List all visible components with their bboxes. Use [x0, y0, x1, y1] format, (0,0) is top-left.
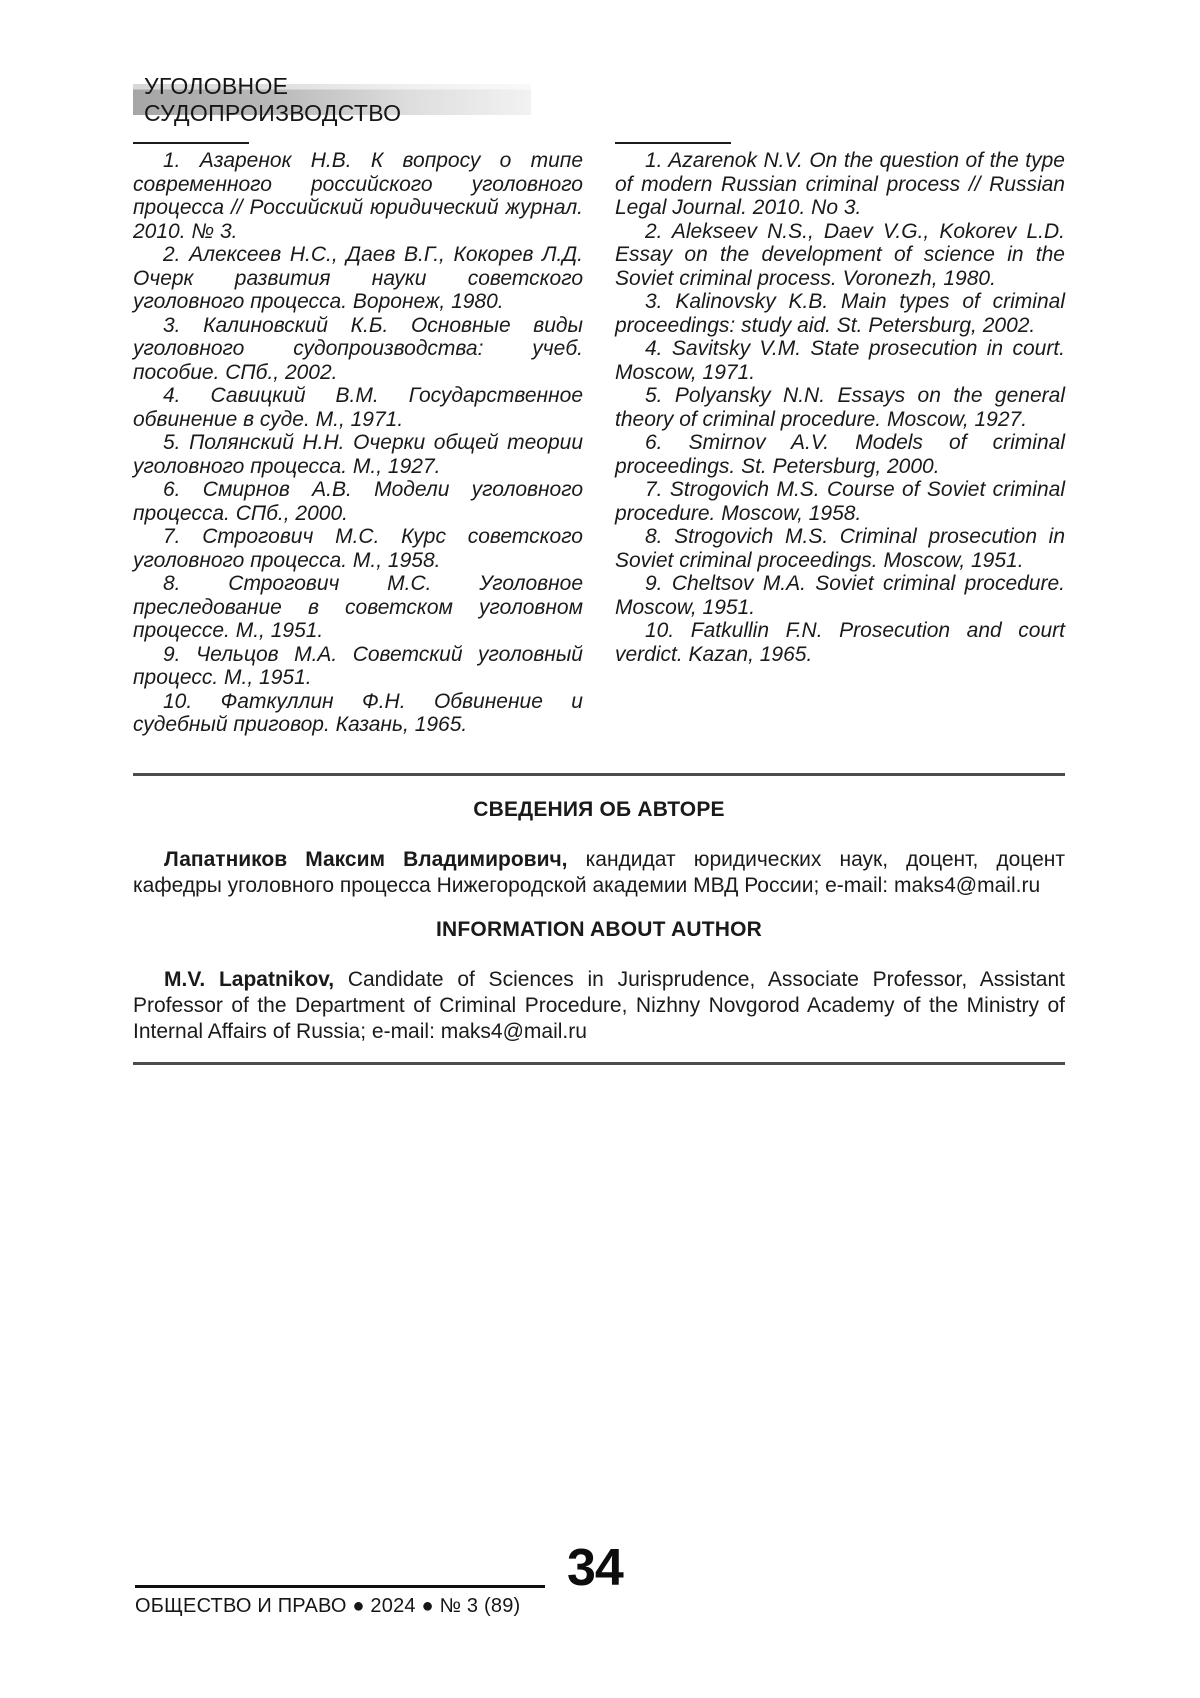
reference-item-ru: 8. Строгович М.С. Уголовное преследование в советском уголовном процессе. М., 1951. [133, 572, 583, 642]
author-info-paragraph-en [133, 967, 1065, 1045]
reference-item-ru: 1. Азаренок Н.В. К вопросу о типе современного российского уголовного процесса // Российский юридический журнал. 2010. № 3. [133, 149, 583, 243]
footnote-separator-rule [615, 142, 731, 144]
author-info-heading-en: INFORMATION ABOUT AUTHOR [436, 917, 762, 941]
section-header-box [133, 72, 531, 126]
reference-item-ru: 9. Чельцов М.А. Советский уголовный процесс. М., 1951. [133, 642, 583, 689]
reference-item-ru: 4. Савицкий В.М. Государственное обвинение в суде. М., 1971. [133, 384, 583, 431]
references-column-en [615, 142, 1065, 737]
reference-item-ru: 2. Алексеев Н.С., Даев В.Г., Кокорев Л.Д. Очерк развития науки советского уголовного процесса. Воронеж, 1980. [133, 243, 583, 313]
reference-item-en: 2. Alekseev N.S., Daev V.G., Kokorev L.D. Essay on the development of science in the Soviet criminal process. Voronezh, 1980. [615, 219, 1065, 290]
references-columns [133, 142, 1065, 737]
section-header-label: УГОЛОВНОЕ СУДОПРОИЗВОДСТВО [144, 72, 402, 126]
author-name-ru: Лапатников Максим Владимирович, [164, 847, 568, 871]
author-info-paragraph-ru [133, 847, 1065, 899]
references-column-ru [133, 142, 583, 737]
reference-item-ru: 7. Строгович М.С. Курс советского уголовного процесса. М., 1958. [133, 525, 583, 572]
page-number: 34 [567, 1539, 623, 1597]
author-name-en: M.V. Lapatnikov, [164, 967, 335, 991]
footer-rule [135, 1585, 545, 1588]
reference-item-en: 6. Smirnov A.V. Models of criminal proceedings. St. Petersburg, 2000. [615, 431, 1065, 478]
reference-item-en: 4. Savitsky V.M. State prosecution in court. Moscow, 1971. [615, 337, 1065, 384]
author-details-ru: кандидат юридических наук, доцент, доцент кафедры уголовного процесса Нижегородской академии МВД России; e-mail: maks4@mail.ru [133, 847, 1065, 897]
reference-item-en: 8. Strogovich M.S. Criminal prosecution in Soviet criminal proceedings. Moscow, 1951. [615, 525, 1065, 572]
divider-rule-top [133, 773, 1065, 776]
author-details-en: Candidate of Sciences in Jurisprudence, Associate Professor, Assistant Professor of the Department of Criminal Procedure, Nizhny Novgorod Academy of the Ministry of Internal Affairs of Russia; e-mail: maks4@mail.ru [133, 967, 1065, 1043]
footnote-separator-rule [133, 142, 249, 144]
reference-item-ru: 3. Калиновский К.Б. Основные виды уголовного судопроизводства: учеб. пособие. СПб., 2002. [133, 313, 583, 384]
reference-item-en: 5. Polyansky N.N. Essays on the general theory of criminal procedure. Moscow, 1927. [615, 384, 1065, 431]
reference-item-en: 10. Fatkullin F.N. Prosecution and court verdict. Kazan, 1965. [615, 619, 1065, 666]
reference-item-ru: 6. Смирнов А.В. Модели уголовного процесса. СПб., 2000. [133, 478, 583, 525]
reference-item-en: 7. Strogovich M.S. Course of Soviet criminal procedure. Moscow, 1958. [615, 478, 1065, 525]
reference-item-en: 1. Azarenok N.V. On the question of the type of modern Russian criminal process // Russian Legal Journal. 2010. No 3. [615, 149, 1065, 219]
author-info-heading-ru: СВЕДЕНИЯ ОБ АВТОРЕ [473, 797, 725, 821]
journal-footer-line: ОБЩЕСТВО И ПРАВО ● 2024 ● № 3 (89) [135, 1595, 521, 1617]
divider-rule-bottom [133, 1062, 1065, 1065]
reference-item-en: 9. Cheltsov M.A. Soviet criminal procedure. Moscow, 1951. [615, 572, 1065, 619]
reference-item-ru: 10. Фаткуллин Ф.Н. Обвинение и судебный приговор. Казань, 1965. [133, 689, 583, 736]
reference-item-en: 3. Kalinovsky K.B. Main types of criminal proceedings: study aid. St. Petersburg, 2002. [615, 290, 1065, 337]
reference-item-ru: 5. Полянский Н.Н. Очерки общей теории уголовного процесса. М., 1927. [133, 431, 583, 478]
